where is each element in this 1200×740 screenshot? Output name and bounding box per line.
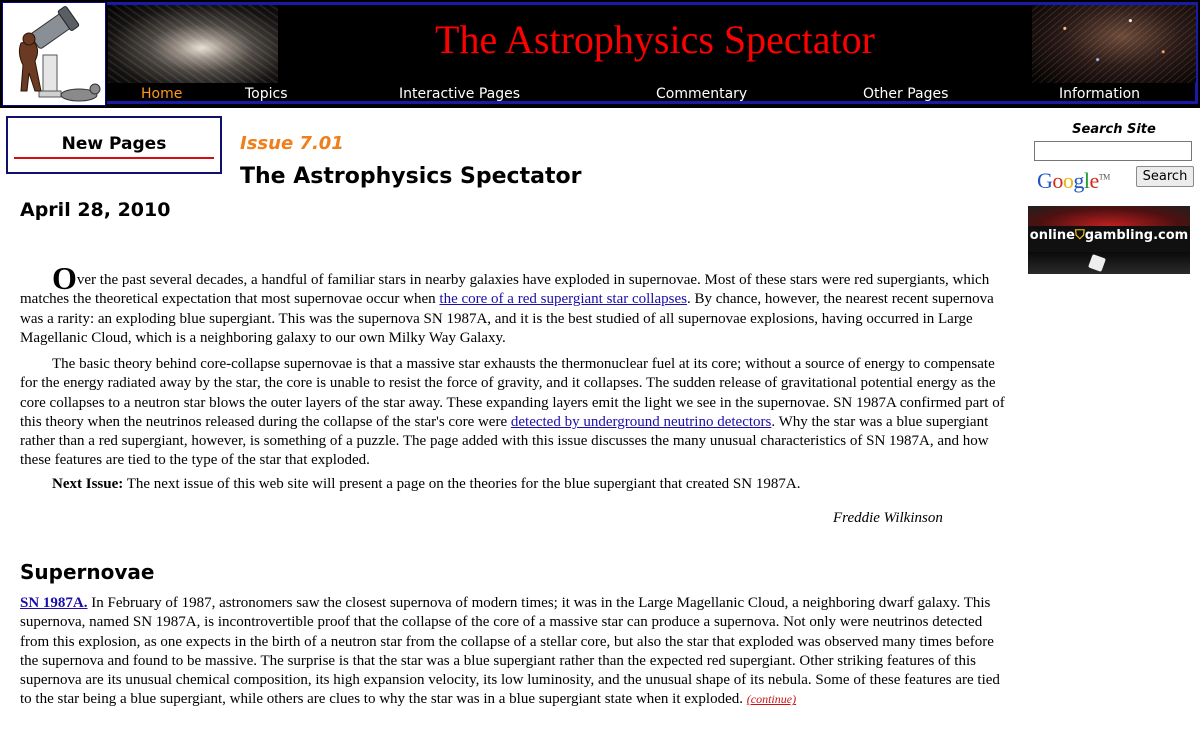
- site-logo[interactable]: [2, 2, 106, 106]
- new-pages-label: New Pages: [61, 134, 167, 154]
- galaxy-image-right: [1032, 5, 1196, 83]
- search-button[interactable]: Search: [1136, 166, 1194, 187]
- sn1987a-link[interactable]: SN 1987A.: [20, 595, 88, 611]
- intro-p2-text-a: The basic theory behind core-collapse supernovae is that a massive star exhausts the thermonuclear fuel at its core; without a source of energy to compensate for the energy radiated away by the star, the core is unable to resist the force of gravity, and it collapses. The sudden release of gravitational potential energy as the core collapses to a neutron star blows the outer layers of the star away. These expanding layers emit the light we see in the supernovae. SN 1987A confirmed part of this theory when the neutrinos released during the collapse of the star's core were: [20, 356, 1005, 430]
- intro-p1-text-b: . By chance, however, the nearest recent supernova was a rarity: an exploding blue supergiant. This was the supernova SN 1987A, and it is the best studied of all supernovae explosions, having occurred in Large Magellanic Cloud, which is a neighboring galaxy to our own Milky Way Galaxy.: [20, 291, 994, 346]
- issue-date: April 28, 2010: [20, 199, 171, 221]
- main-nav: [108, 84, 1195, 104]
- next-issue-label: Next Issue:: [52, 476, 124, 492]
- neutrino-detectors-link[interactable]: detected by underground neutrino detectors: [510, 413, 772, 430]
- red-supergiant-collapse-link[interactable]: the core of a red supergiant star collapses: [439, 291, 687, 308]
- search-label: Search Site: [1072, 122, 1156, 137]
- shield-icon: ⛉: [1074, 228, 1085, 243]
- nav-topics[interactable]: Topics: [245, 86, 288, 102]
- new-pages-button[interactable]: [6, 116, 222, 174]
- intro-paragraph-1: [20, 260, 1012, 348]
- site-title: The Astrophysics Spectator: [435, 17, 875, 62]
- ad-roulette-graphic: [1028, 206, 1190, 226]
- search-input[interactable]: [1034, 141, 1192, 161]
- issue-title: The Astrophysics Spectator: [240, 164, 582, 189]
- intro-p2-text-b: . Why the star was a blue supergiant rather than a red supergiant, however, is something of a puzzle. The page added with this issue discusses the many unusual characteristics of SN 1987A, and how these features are tied to the type of the star that exploded.: [20, 413, 989, 469]
- ad-banner[interactable]: [1028, 206, 1190, 274]
- google-logo: Google™: [1037, 168, 1110, 193]
- drop-cap: O: [52, 260, 77, 296]
- new-pages-underline: [14, 157, 214, 159]
- nav-interactive-pages[interactable]: Interactive Pages: [399, 86, 521, 102]
- nav-information[interactable]: Information: [1059, 86, 1141, 102]
- next-issue-text: The next issue of this web site will present a page on the theories for the blue supergiant that created SN 1987A.: [123, 476, 801, 492]
- sn1987a-text: In February of 1987, astronomers saw the closest supernova of modern times; it was in the Large Magellanic Cloud, a neighboring dwarf galaxy. This supernova, named SN 1987A, is incontrovertible proof that the collapse of the core of a massive star can produce a supernova. Not only were neutrinos detected from this explosion, as one expects in the birth of a neutron star from the collapse of a stellar core, but also the star that exploded was observed many times before the supernova and found to be massive. The surprise is that the star was a blue supergiant rather than the expected red supergiant. Other striking features of this supernova are its unusual chemical composition, its high expansion velocity, its low luminosity, and the unusual shape of its nebula. Some of these features are tied to the star being a blue supergiant, while others are clues to why the star was in a blue supergiant state when it exploded.: [20, 595, 1000, 708]
- site-header: [0, 0, 1200, 108]
- issue-number: Issue 7.01: [240, 133, 344, 154]
- nav-home[interactable]: Home: [141, 86, 183, 102]
- continue-link[interactable]: (continue): [746, 692, 797, 707]
- nav-other-pages[interactable]: Other Pages: [863, 86, 949, 102]
- nav-commentary[interactable]: Commentary: [656, 86, 748, 102]
- intro-p1-text-a: ver the past several decades, a handful of familiar stars in nearby galaxies have exploded in supernovae. Most of these stars were red supergiants, which matches the theoretical expectation that most supernovae occur when: [20, 272, 990, 308]
- google-tm: TM: [1098, 172, 1110, 182]
- galaxy-image-left: [108, 5, 278, 83]
- section-heading: Supernovae: [20, 560, 155, 584]
- author-signature: Freddie Wilkinson: [833, 510, 943, 526]
- sn1987a-paragraph: [20, 594, 1012, 710]
- intro-paragraph-2: [20, 355, 1012, 471]
- ad-dice-graphic: [1028, 252, 1190, 274]
- ad-text: online⛉gambling.com: [1029, 228, 1189, 243]
- next-issue-paragraph: [20, 475, 1012, 494]
- telescope-cat-logo-icon: [3, 3, 105, 105]
